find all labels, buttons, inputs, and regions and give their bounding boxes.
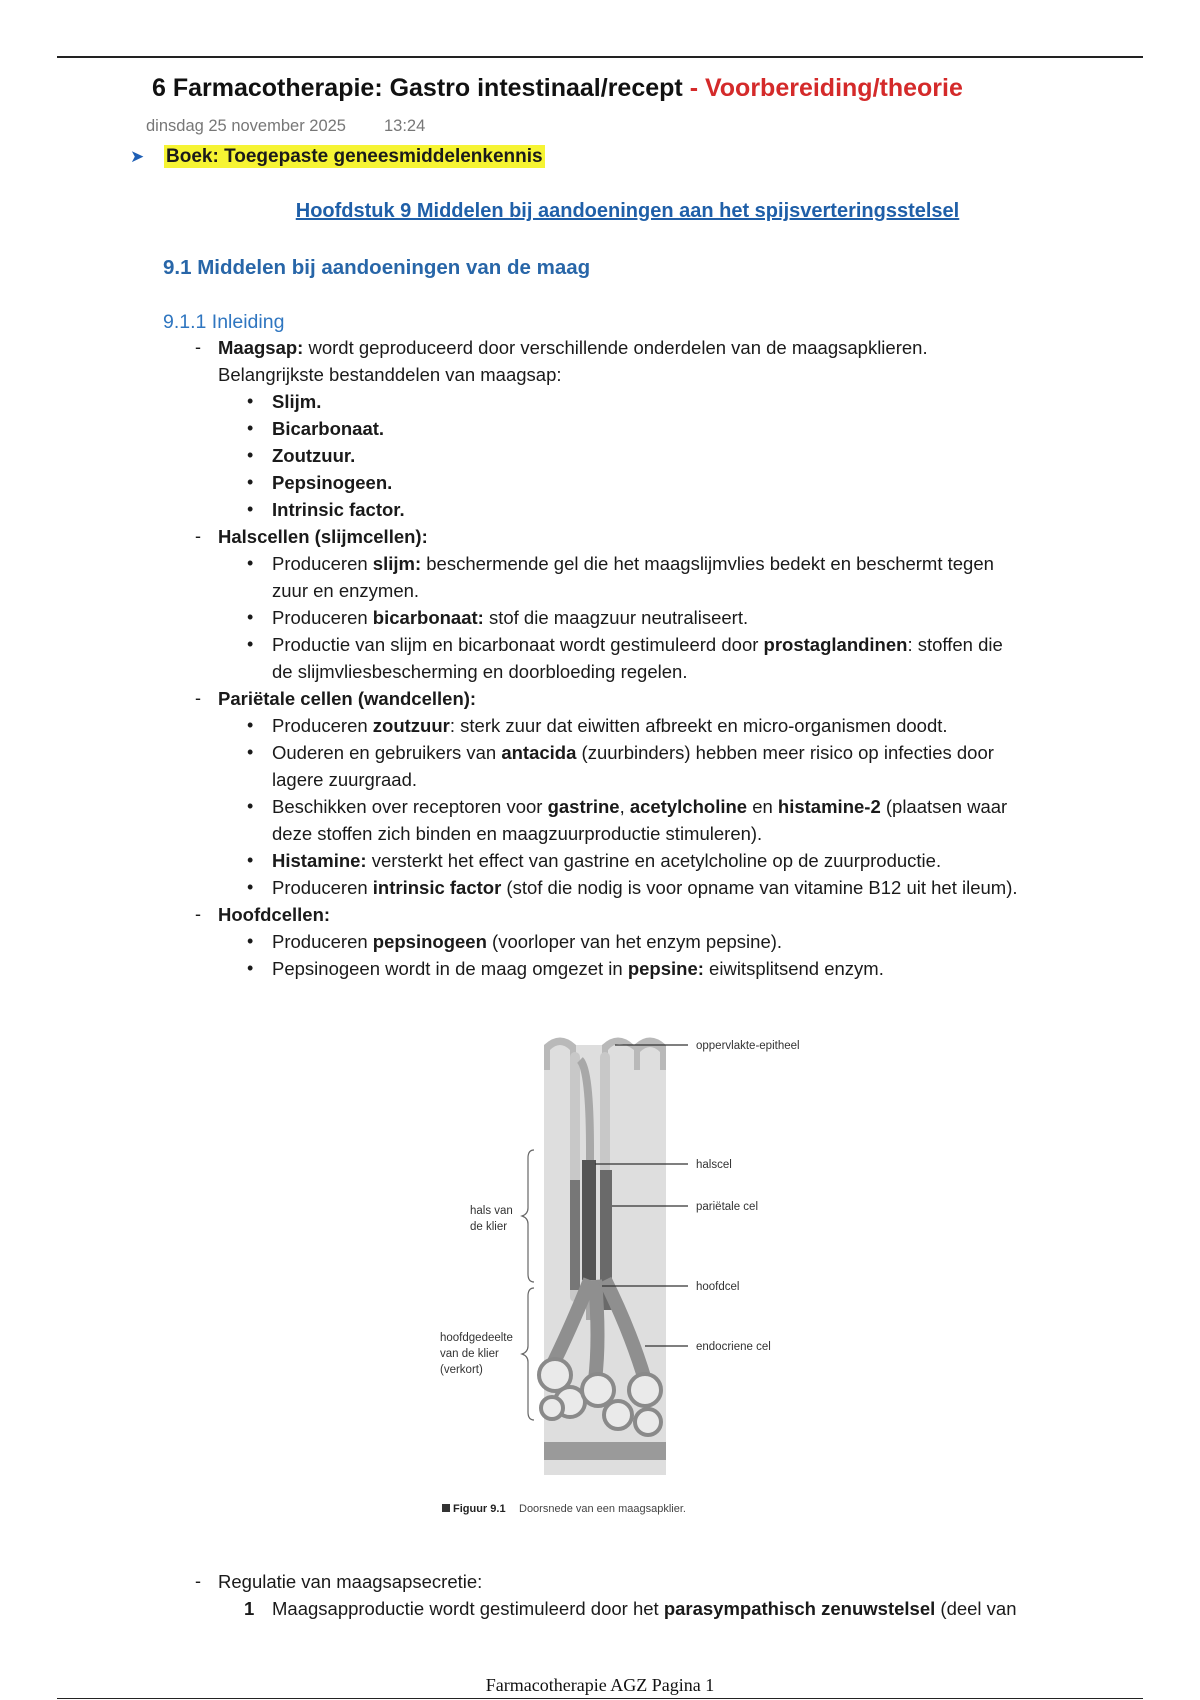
list-item: Productie van slijm en bicarbonaat wordt gestimuleerd door prostaglandinen: stoffen die	[272, 634, 1003, 655]
date: dinsdag 25 november 2025	[146, 117, 346, 135]
bottom-rule	[57, 1698, 1143, 1699]
caption-square-icon	[442, 1504, 450, 1512]
bullet: •	[247, 445, 254, 465]
bullet: •	[247, 796, 254, 816]
book-reference	[130, 146, 545, 168]
list-item: Ouderen en gebruikers van antacida (zuurbinders) hebben meer risico op infecties door	[272, 742, 994, 763]
gland-branch	[595, 1280, 598, 1380]
list-item: Produceren pepsinogeen (voorloper van het enzym pepsine).	[272, 931, 783, 952]
list-item: Histamine: versterkt het effect van gastrine en acetylcholine op de zuurproductie.	[272, 850, 942, 871]
list-item: Produceren zoutzuur: sterk zuur dat eiwitten afbreekt en micro-organismen doodt.	[272, 715, 948, 736]
bullet: •	[247, 634, 254, 654]
bullet: •	[247, 958, 254, 978]
list-item: Pepsinogeen wordt in de maag omgezet in pepsine: eiwitsplitsend enzym.	[272, 958, 884, 979]
dash-bullet: -	[195, 526, 201, 546]
label-hoofd-2: van de klier	[440, 1348, 499, 1360]
chapter-heading[interactable]: Hoofdstuk 9 Middelen bij aandoeningen aan het spijsverteringsstelsel	[295, 200, 960, 222]
label-hals-1: hals van	[470, 1205, 513, 1217]
bullet: •	[247, 931, 254, 951]
subsection-heading: 9.1.1 Inleiding	[163, 311, 285, 333]
label-endocriene: endocriene cel	[696, 1341, 771, 1353]
label-oppervlakte: oppervlakte-epitheel	[696, 1040, 800, 1052]
maagsap-line: Maagsap: wordt geproduceerd door verschillende onderdelen van de maagsapklieren.	[218, 337, 928, 358]
top-rule	[57, 56, 1143, 58]
muscularis-band	[544, 1442, 666, 1460]
list-item: Pepsinogeen.	[272, 472, 393, 493]
brace-body	[522, 1288, 534, 1420]
list-item: Beschikken over receptoren voor gastrine, acetylcholine en histamine-2 (plaatsen waar	[272, 796, 1008, 817]
dash-bullet: -	[195, 904, 201, 924]
list-number: 1	[244, 1598, 255, 1619]
caption-text: Doorsnede van een maagsapklier.	[519, 1503, 686, 1515]
acinus	[635, 1409, 661, 1435]
bullet: •	[247, 607, 254, 627]
acinus	[541, 1397, 563, 1419]
dash-bullet: -	[195, 1571, 201, 1591]
list-item: Slijm.	[272, 391, 322, 412]
list-item: Produceren slijm: beschermende gel die het maagslijmvlies bedekt en beschermt tegen	[272, 553, 994, 574]
list-item-cont: lagere zuurgraad.	[272, 769, 418, 790]
time: 13:24	[383, 117, 426, 135]
halscellen-heading: Halscellen (slijmcellen):	[218, 526, 428, 547]
dash-bullet: -	[195, 688, 201, 708]
bullet: •	[247, 877, 254, 897]
bullet: •	[247, 472, 254, 492]
gland-cells-left	[570, 1180, 580, 1290]
list-item-cont: deze stoffen zich binden en maagzuurproductie stimuleren).	[272, 823, 763, 844]
acinus	[629, 1374, 661, 1406]
arrow-bullet-icon: ➤	[130, 147, 145, 166]
halscel-cells	[582, 1160, 596, 1280]
list-item: Produceren bicarbonaat: stof die maagzuur neutraliseert.	[272, 607, 749, 628]
book-highlight: Boek: Toegepaste geneesmiddelenkennis	[166, 146, 543, 167]
label-hoofd-3: (verkort)	[440, 1364, 483, 1376]
list-item: Maagsapproductie wordt gestimuleerd door het parasympathisch zenuwstelsel (deel van	[272, 1598, 1017, 1619]
list-item: Produceren intrinsic factor (stof die nodig is voor opname van vitamine B12 uit het ileum).	[272, 877, 1018, 898]
bullet: •	[247, 553, 254, 573]
bullet: •	[247, 715, 254, 735]
label-hals-2: de klier	[470, 1221, 508, 1233]
bullet: •	[247, 499, 254, 519]
maagsap-line-2: Belangrijkste bestanddelen van maagsap:	[218, 364, 562, 385]
section-heading: 9.1 Middelen bij aandoeningen van de maag	[163, 256, 591, 279]
label-parietale: pariëtale cel	[696, 1201, 759, 1213]
timestamp	[146, 117, 425, 136]
hoofdcellen-heading: Hoofdcellen:	[218, 904, 331, 925]
list-item-cont: de slijmvliesbescherming en doorbloeding regelen.	[272, 661, 688, 682]
label-hoofd-1: hoofdgedeelte	[440, 1332, 513, 1344]
list-item-cont: zuur en enzymen.	[272, 580, 420, 601]
label-hoofdcel: hoofdcel	[696, 1281, 740, 1293]
bullet: •	[247, 850, 254, 870]
bullet: •	[247, 418, 254, 438]
acinus	[604, 1401, 632, 1429]
list-item: Intrinsic factor.	[272, 499, 405, 520]
regulatie-heading: Regulatie van maagsapsecretie:	[218, 1571, 483, 1592]
brace-neck	[522, 1150, 534, 1282]
page-title: 6 Farmacotherapie: Gastro intestinaal/recept - Voorbereiding/theorie	[152, 74, 963, 102]
list-item: Zoutzuur.	[272, 445, 356, 466]
acinus	[582, 1374, 614, 1406]
dash-bullet: -	[195, 337, 201, 357]
bullet: •	[247, 391, 254, 411]
list-item: Bicarbonaat.	[272, 418, 385, 439]
parietaal-heading: Pariëtale cellen (wandcellen):	[218, 688, 477, 709]
gastric-gland-figure	[430, 1030, 850, 1520]
label-halscel: halscel	[696, 1159, 732, 1171]
bullet: •	[247, 742, 254, 762]
caption-number: Figuur 9.1	[453, 1503, 506, 1515]
title-accent: - Voorbereiding/theorie	[682, 74, 963, 102]
page-footer: Farmacotherapie AGZ Pagina 1	[485, 1675, 715, 1695]
